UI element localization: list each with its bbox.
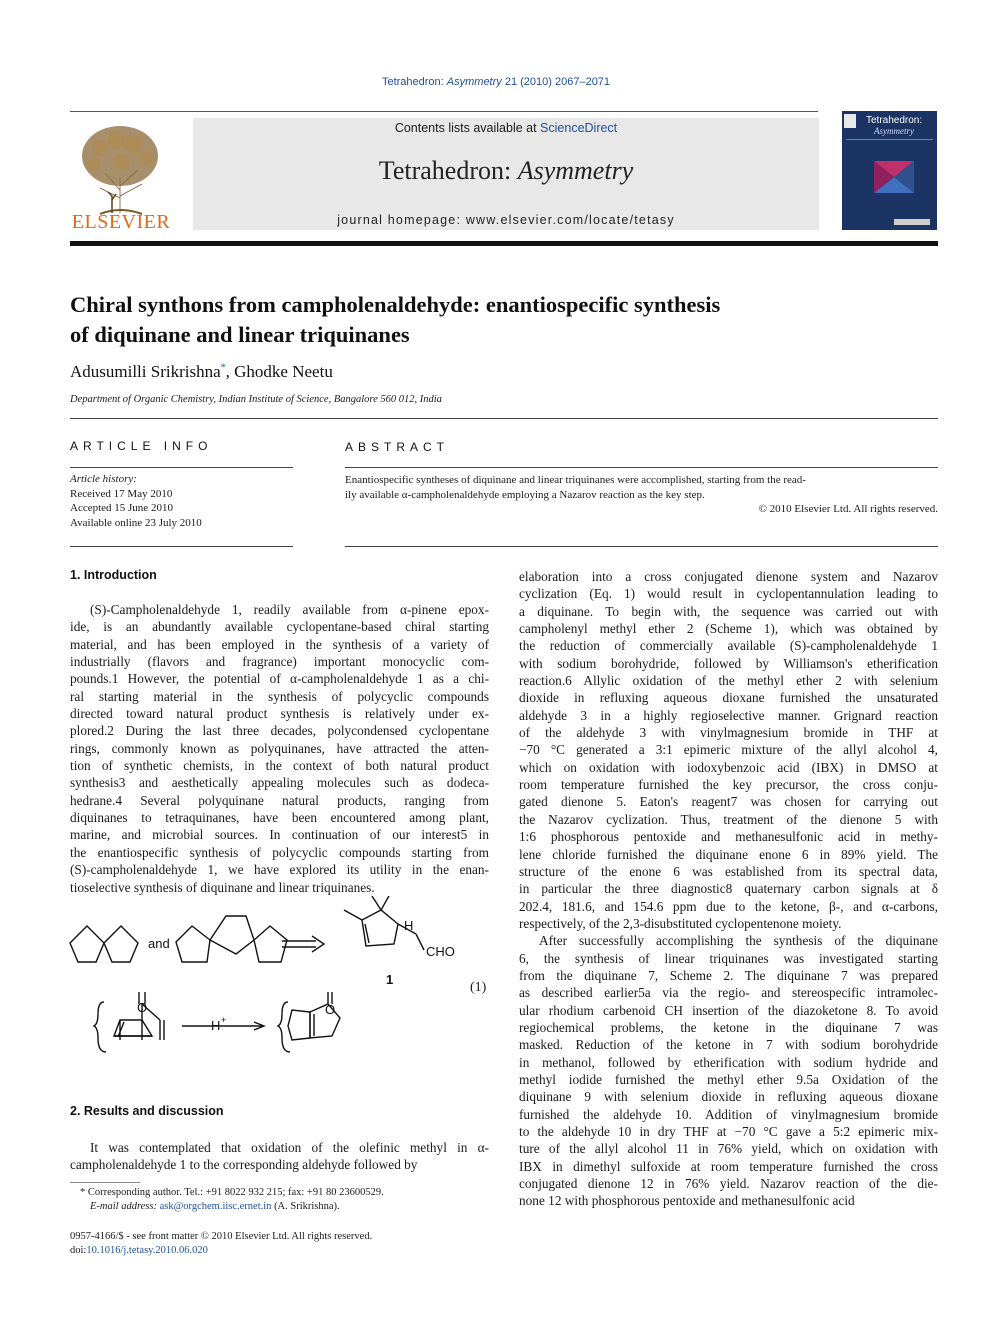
corresponding-footnote [80, 1186, 384, 1214]
elsevier-logo [70, 118, 172, 233]
text-line: ture of the allyl alcohol 11 in 76% yield, which on oxidation with [519, 1141, 938, 1157]
journal-cover [842, 111, 937, 230]
author-1: Adusumilli Srikrishna [70, 362, 221, 381]
nazarov-reactant [94, 992, 164, 1052]
text-line: It was contemplated that oxidation of the olefinic methyl in α- [90, 1140, 489, 1155]
text-line: gated dienone 5. Eaton's reagent7 was chosen for carrying out [519, 794, 938, 810]
equation-1-scheme [66, 896, 496, 1066]
article-title [70, 290, 940, 350]
text-line: IBX in dimethyl sulfoxide at room temperature furnished the cross [519, 1158, 938, 1174]
text-line: the enantiospecific synthesis of polycyclic compounds starting from [70, 844, 489, 860]
scheme-cho-label: CHO [426, 944, 455, 959]
text-line: lene chloride furnished the diquinane enone 6 in 89% yield. The [519, 846, 938, 862]
text-line: 6, the synthesis of linear triquinanes was investigated starting [519, 950, 938, 966]
homepage-link[interactable]: www.elsevier.com/locate/tetasy [465, 213, 675, 227]
text-line: (S)-Campholenaldehyde 1, readily available from α-pinene epox- [90, 602, 489, 617]
text-line: 202.4, 181.6, and 154.6 ppm due to the ketone, β-, and α-carbons, [519, 898, 938, 914]
text-line: hedrane.4 Several polyquinane natural products, ranging from [70, 792, 489, 808]
diquinane-structure [70, 926, 138, 962]
email-label: E-mail address: [90, 1201, 160, 1212]
footnote-rule [70, 1182, 140, 1183]
cover-rule [846, 139, 933, 140]
scheme-h-label: H [404, 918, 414, 933]
results-body [70, 1139, 489, 1174]
doi-link[interactable]: 10.1016/j.tetasy.2010.06.020 [86, 1245, 208, 1256]
sciencedirect-link[interactable]: ScienceDirect [540, 121, 618, 135]
text-line: tioselective synthesis of diquinane and linear triquinanes. [70, 879, 375, 895]
text-line: aldehyde 3 in a highly regioselective manner. Grignard reaction [519, 707, 938, 723]
triquinane-structure [176, 916, 287, 962]
history-label: Article history: [70, 473, 137, 485]
text-line: respectively, of the 2,3-disubstituted cyclopentenone moiety. [519, 915, 842, 931]
scheme-and-label: and [148, 936, 170, 951]
nazarov-product [278, 992, 340, 1052]
text-line: rings, commonly known as polyquinanes, have attracted the atten- [70, 740, 489, 756]
copyright: © 2010 Elsevier Ltd. All rights reserved. [758, 503, 938, 515]
accepted-date: Accepted 15 June 2010 [70, 502, 173, 514]
doi-label: doi: [70, 1245, 87, 1256]
article-info-heading: ARTICLE INFO [70, 439, 213, 453]
abstract-body [345, 473, 938, 517]
intro-heading: 1. Introduction [70, 568, 157, 582]
abstract-rule [345, 467, 938, 468]
title-line-2: of diquinane and linear triquinanes [70, 322, 410, 347]
text-line: which on oxidation with iodoxybenzoic acid (IBX) in DMSO at [519, 759, 938, 775]
footnote-contact: * Corresponding author. Tel.: +91 8022 932 215; fax: +91 80 23600529. [80, 1187, 384, 1198]
text-line: with sodium borohydride, followed by Williamson's etherification [519, 655, 938, 671]
text-line: campholenaldehyde 1 to the corresponding aldehyde followed by [70, 1157, 418, 1173]
text-line: of the aldehyde 3 with vinylmagnesium bromide in THF at [519, 725, 938, 741]
article-history [70, 472, 202, 530]
text-line: the Nazarov cyclization. Thus, treatment of the dienone 5 with [519, 811, 938, 827]
text-line: to the aldehyde 10 in dry THF at −70 °C gave a 5:2 epimeric mix- [519, 1124, 938, 1139]
text-line: diquinanes to tetraquinanes, have been encountered among plant, [70, 810, 489, 826]
text-line: material, and has been employed in the synthesis of a variety of [70, 636, 489, 652]
text-line: reaction.6 Allylic oxidation of the methyl ether 2 with selenium [519, 673, 938, 689]
text-line: tion of synthetic chemists, in the context of both natural product [70, 758, 489, 774]
journal-name-italic: Asymmetry [517, 156, 634, 185]
cover-subtitle: Asymmetry [874, 126, 914, 136]
article-info-rule [70, 467, 293, 468]
text-line: ide, is an abundantly available cyclopentane-based chiral starting [70, 619, 489, 635]
affiliation-rule [70, 418, 938, 419]
text-line: −70 °C generated a 3:1 epimeric mixture of the allyl alcohol 4, [519, 742, 938, 758]
text-line: furnished the aldehyde 10. Addition of vinylmagnesium bromide [519, 1106, 938, 1122]
contents-text: Contents lists available at [394, 121, 541, 135]
abstract-line: Enantiospecific syntheses of diquinane and linear triquinanes were accomplished, starting from the read- [345, 474, 806, 486]
text-line: cyclization (Eq. 1) would result in cyclopentannulation leading to [519, 586, 938, 602]
right-column-body [519, 568, 938, 1210]
text-line: ral starting material in the synthesis of polycyclic compounds [70, 688, 489, 704]
cover-title: Tetrahedron: [866, 115, 923, 126]
affiliation: Department of Organic Chemistry, Indian Institute of Science, Bangalore 560 012, India [70, 394, 442, 405]
equation-number: (1) [470, 980, 487, 995]
text-line: diquinane 9 with selenium dioxide in refluxing aqueous dioxane [519, 1089, 938, 1105]
results-heading: 2. Results and discussion [70, 1104, 224, 1118]
author-2: Ghodke Neetu [234, 362, 333, 381]
header-thick-rule [70, 241, 938, 246]
text-line: (S)-campholenaldehyde 1, we have explored its utility in the enan- [70, 862, 489, 878]
online-date: Available online 23 July 2010 [70, 516, 202, 529]
text-line: 1:6 phosphorous pentoxide and methanesulfonic acid in methy- [519, 829, 938, 845]
text-line: methyl iodide furnished the methyl ether 9.5a Oxidation of the [519, 1071, 938, 1087]
cover-footer-logo [894, 219, 930, 225]
text-line: industrially (flavors and fragrance) important monocyclic com- [70, 654, 489, 670]
cover-artwork-icon [872, 155, 916, 199]
email-suffix: (A. Srikrishna). [271, 1201, 340, 1212]
text-line: synthesis3 and aesthetically appealing molecules such as dodeca- [70, 775, 489, 791]
journal-name-prefix: Tetrahedron: [378, 156, 518, 185]
text-line: in methanol, followed by etherification with sodium hydride and [519, 1054, 938, 1070]
abstract-line: ily available α-campholenaldehyde employing a Nazarov reaction as the key step. [345, 488, 705, 501]
scheme-compound-label: 1 [386, 972, 394, 987]
text-line: ular rhodium carbenoid CH insertion of the diazoketone 8. To avoid [519, 1002, 938, 1018]
abstract-heading: ABSTRACT [345, 440, 450, 454]
article-info-bottom-rule [70, 546, 293, 547]
intro-body [70, 601, 489, 896]
title-line-1: Chiral synthons from campholenaldehyde: enantiospecific synthesis [70, 292, 721, 317]
front-matter [70, 1230, 372, 1258]
scheme-oxygen-label: O [137, 1000, 148, 1015]
text-line: a diquinane. To begin with, the sequence was carried out with [519, 603, 938, 619]
text-line: marine, and microbial sources. In continuation of our interest5 in [70, 827, 489, 843]
text-line: the reduction of commercially available (S)-campholenaldehyde 1 [519, 638, 938, 654]
text-line: masked. Reduction of the ketone in 7 with sodium borohydride [519, 1037, 938, 1053]
author-separator: , [225, 362, 235, 381]
text-line: pounds.1 However, the potential of α-campholenaldehyde 1 as a chi- [70, 671, 489, 687]
text-line: none 12 with phosphorous pentoxide and methanesulfonic acid [519, 1193, 855, 1209]
journal-citation [0, 76, 992, 88]
homepage-label: journal homepage: [337, 213, 466, 227]
text-line: dioxide in refluxing aqueous dioxane furnished the unsaturated [519, 690, 938, 706]
text-line: room temperature furnished the key precursor, the cross conju- [519, 777, 938, 793]
text-line: campholenyl methyl ether 2 (Scheme 1), which was obtained by [519, 621, 938, 637]
text-line: as described earlier5a via the regio- and stereospecific intramolec- [519, 985, 938, 1001]
citation-prefix: Tetrahedron: [381, 76, 447, 88]
text-line: After successfully accomplishing the synthesis of the diquinane [539, 933, 938, 949]
text-line: conjugated dienone 12 in 76% yield. Nazarov reaction of the die- [519, 1176, 938, 1192]
header-rule [70, 111, 818, 112]
citation-suffix: 21 (2010) 2067–2071 [501, 76, 611, 88]
contents-line [193, 121, 819, 135]
abstract-bottom-rule [345, 546, 938, 547]
cover-publisher-logo [844, 114, 856, 128]
scheme-acid-label: H [211, 1018, 221, 1033]
author-list [70, 362, 333, 382]
text-line: from the diquinane 7, Scheme 2. The diquinane 7 was prepared [519, 967, 938, 983]
scheme-oxygen-label: O [325, 1002, 336, 1017]
text-line: regiochemical problems, the ketone in the diquinane 7 was [519, 1019, 938, 1035]
text-line: directed toward natural product synthesis is relatively under ex- [70, 706, 489, 722]
issn-line: 0957-4166/$ - see front matter © 2010 Elsevier Ltd. All rights reserved. [70, 1231, 373, 1242]
journal-title [193, 156, 819, 186]
citation-italic: Asymmetry [446, 76, 502, 88]
scheme-acid-sup: + [221, 1015, 227, 1025]
text-line: elaboration into a cross conjugated dienone system and Nazarov [519, 569, 938, 584]
text-line: in particular the three diagnostic8 quaternary carbon signals at δ [519, 881, 938, 897]
journal-homepage [193, 213, 819, 227]
text-line: plored.2 During the last three decades, polycondensed cyclopentane [70, 723, 489, 739]
text-line: structure of the enone 6 was established from its spectral data, [519, 863, 938, 879]
corresponding-mark[interactable]: * [220, 362, 226, 374]
elsevier-wordmark: ELSEVIER [71, 211, 171, 233]
author-email-link[interactable]: ask@orgchem.iisc.ernet.in [159, 1201, 272, 1212]
received-date: Received 17 May 2010 [70, 487, 173, 500]
implies-arrow [282, 936, 324, 952]
